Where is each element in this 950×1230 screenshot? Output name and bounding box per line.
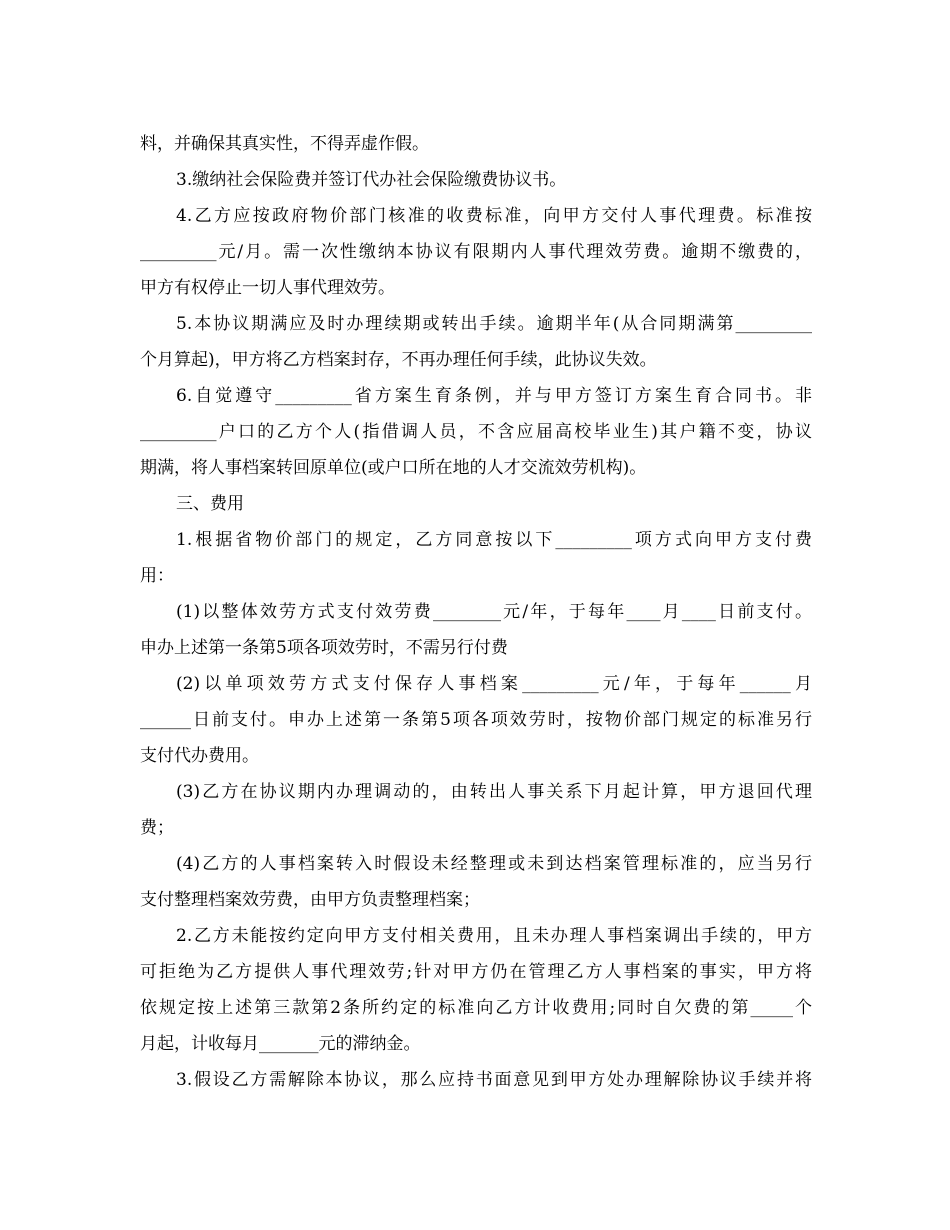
text-line: 用： <box>140 566 174 586</box>
text-line: 期满，将人事档案转回原单位(或户口所在地的人才交流效劳机构)。 <box>140 458 647 478</box>
text-line: 1.根据省物价部门的规定，乙方同意按以下_________项方式向甲方支付费 <box>176 530 812 550</box>
text-line: 3.假设乙方需解除本协议，那么应持书面意见到甲方处办理解除协议手续并将 <box>176 1070 812 1090</box>
section-heading: 三、费用 <box>176 494 244 514</box>
text-line: (1)以整体效劳方式支付效劳费________元/年，于每年____月____日前支付。 <box>176 602 812 622</box>
text-line: (3)乙方在协议期内办理调动的，由转出人事关系下月起计算，甲方退回代理 <box>176 782 812 802</box>
text-line: 2.乙方未能按约定向甲方支付相关费用，且未办理人事档案调出手续的，甲方 <box>176 926 812 946</box>
text-line: 个月算起)，甲方将乙方档案封存，不再办理任何手续，此协议失效。 <box>140 350 657 370</box>
text-line: (2)以单项效劳方式支付保存人事档案_________元/年，于每年______月 <box>176 674 812 694</box>
document-body <box>140 126 812 1098</box>
text-line: _________户口的乙方个人(指借调人员，不含应届高校毕业生)其户籍不变，协议 <box>140 422 812 442</box>
text-line: 5.本协议期满应及时办理续期或转出手续。逾期半年(从合同期满第_________ <box>176 314 812 334</box>
text-line: 月起，计收每月_______元的滞纳金。 <box>140 1034 421 1054</box>
text-line: 甲方有权停止一切人事代理效劳。 <box>140 278 395 298</box>
text-line: 料，并确保其真实性，不得弄虚作假。 <box>140 134 429 154</box>
text-line: 6.自觉遵守_________省方案生育条例，并与甲方签订方案生育合同书。非 <box>176 386 812 406</box>
text-line: 支付代办费用。 <box>140 746 259 766</box>
text-line: (4)乙方的人事档案转入时假设未经整理或未到达档案管理标准的，应当另行 <box>176 854 812 874</box>
text-line: _________元/月。需一次性缴纳本协议有限期内人事代理效劳费。逾期不缴费的， <box>140 242 812 262</box>
text-line: 申办上述第一条第5项各项效劳时，不需另行付费 <box>140 638 508 658</box>
text-line: ______日前支付。申办上述第一条第5项各项效劳时，按物价部门规定的标准另行 <box>140 710 812 730</box>
text-line: 4.乙方应按政府物价部门核准的收费标准，向甲方交付人事代理费。标准按 <box>176 206 812 226</box>
text-line: 费； <box>140 818 174 838</box>
text-line: 可拒绝为乙方提供人事代理效劳;针对甲方仍在管理乙方人事档案的事实，甲方将 <box>140 962 812 982</box>
text-line: 依规定按上述第三款第2条所约定的标准向乙方计收费用;同时自欠费的第_____个 <box>140 998 812 1018</box>
text-line: 3.缴纳社会保险费并签订代办社会保险缴费协议书。 <box>176 170 567 190</box>
text-line: 支付整理档案效劳费，由甲方负责整理档案； <box>140 890 480 910</box>
